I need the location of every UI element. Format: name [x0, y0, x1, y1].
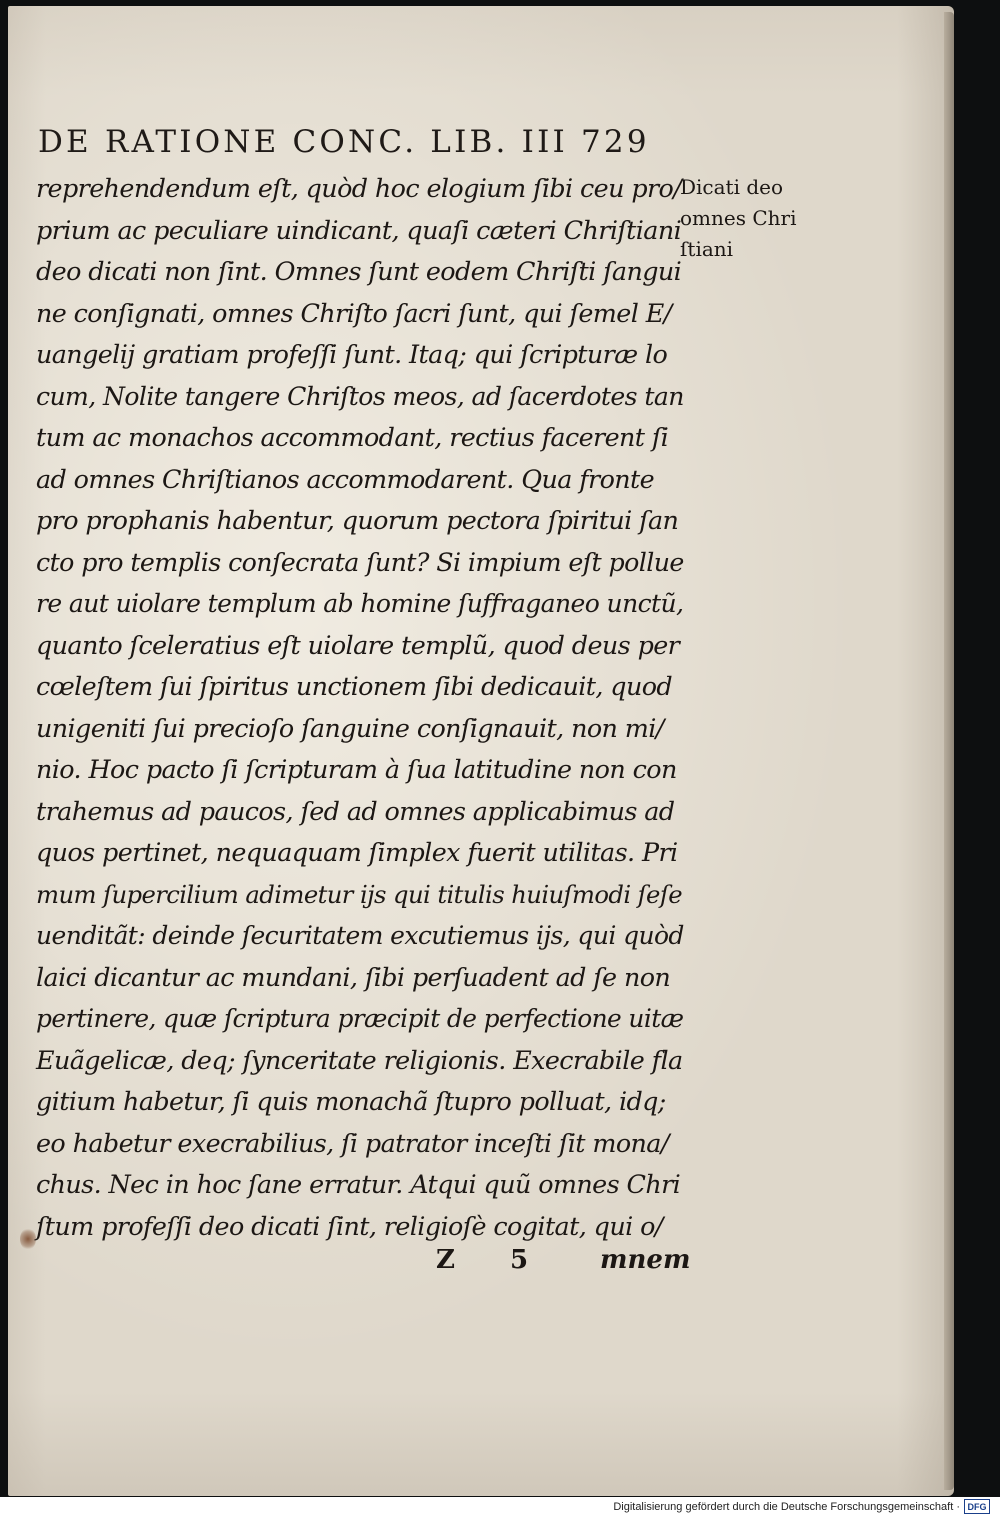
text-line: trahemus ad paucos, ſed ad omnes applicabimus ad [36, 795, 675, 826]
text-line: chus. Nec in hoc ſane erratur. Atqui quũ omnes Chri [36, 1169, 681, 1199]
text-line: tum ac monachos accommodant, rectius facerent ſi [36, 422, 669, 452]
text-line: nio. Hoc pacto ſi ſcripturam à ſua latitudine non con [36, 754, 677, 784]
ink-stain [20, 1228, 36, 1250]
text-line: uenditãt: deinde ſecuritatem excutiemus ijs, qui quòd [36, 921, 684, 950]
text-line: mum ſupercilium adimetur ijs qui titulis huiuſmodi ſeſe [36, 879, 682, 909]
text-line: re aut uiolare templum ab homine ſuffraganeo unctũ, [36, 589, 684, 618]
text-line: pro prophanis habentur, quorum pectora ſpiritui ſan [36, 505, 679, 535]
running-head: DE RATIONE CONC. LIB. III 729 [38, 124, 650, 160]
text-line: cum, Nolite tangere Chriſtos meos, ad ſacerdotes tan [36, 381, 684, 411]
catchword: mnem [600, 1245, 691, 1275]
body-text [36, 168, 686, 1247]
text-line: gitium habetur, ſi quis monachã ſtupro polluat, idq; [36, 1086, 666, 1116]
text-line: eo habetur execrabilius, ſi patrator inceſti ſit mona/ [36, 1127, 669, 1158]
text-line: laici dicantur ac mundani, ſibi perſuadent ad ſe non [36, 961, 671, 992]
text-line: Euãgelicæ, deq; ſynceritate religionis. Execrabile fla [36, 1044, 683, 1075]
signature-line [436, 1240, 691, 1280]
margin-note-line: omnes Chri [680, 206, 797, 230]
book-page [8, 6, 954, 1496]
text-line: uangelij gratiam profeſſi ſunt. Itaq; qui ſcripturæ lo [36, 339, 668, 369]
text-line: deo dicati non ſint. Omnes ſunt eodem Chriſti ſangui [36, 256, 682, 286]
text-line: pertinere, quæ ſcriptura præcipit de perfectione uitæ [36, 1004, 684, 1033]
page-edge [944, 12, 954, 1490]
text-line: cœleſtem ſui ſpiritus unctionem ſibi dedicauit, quod [36, 671, 673, 701]
funding-credit: Digitalisierung gefördert durch die Deutsche Forschungsgemeinschaft · [613, 1501, 960, 1513]
text-line: ne conſignati, omnes Chriſto ſacri ſunt, qui ſemel E/ [36, 297, 672, 328]
footer-bar [0, 1497, 1000, 1518]
text-line: quanto ſceleratius eſt uiolare templũ, quod deus per [36, 629, 680, 660]
margin-note-line: Dicati deo [680, 175, 784, 199]
text-line: quos pertinet, nequaquam ſimplex fuerit utilitas. Pri [36, 837, 678, 867]
text-line: reprehendendum eſt, quòd hoc elogium ſibi ceu pro/ [36, 173, 682, 203]
text-line: ſtum profeſſi deo dicati ſint, religioſè cogitat, qui o/ [36, 1210, 663, 1241]
margin-note-line: ſtiani [680, 237, 734, 261]
text-line: unigeniti ſui precioſo ſanguine conſignauit, non mi/ [36, 712, 664, 743]
dfg-logo-icon: DFG [964, 1499, 990, 1514]
text-line: cto pro templis conſecrata ſunt? Si impium eſt pollue [36, 547, 684, 577]
sheet-number: 5 [510, 1245, 529, 1275]
text-line: ad omnes Chriſtianos accommodarent. Qua fronte [36, 463, 655, 494]
signature-mark: Z [436, 1245, 455, 1275]
margin-note [680, 172, 820, 265]
text-line: prium ac peculiare uindicant, quaſi cæteri Chriſtiani [36, 214, 682, 245]
